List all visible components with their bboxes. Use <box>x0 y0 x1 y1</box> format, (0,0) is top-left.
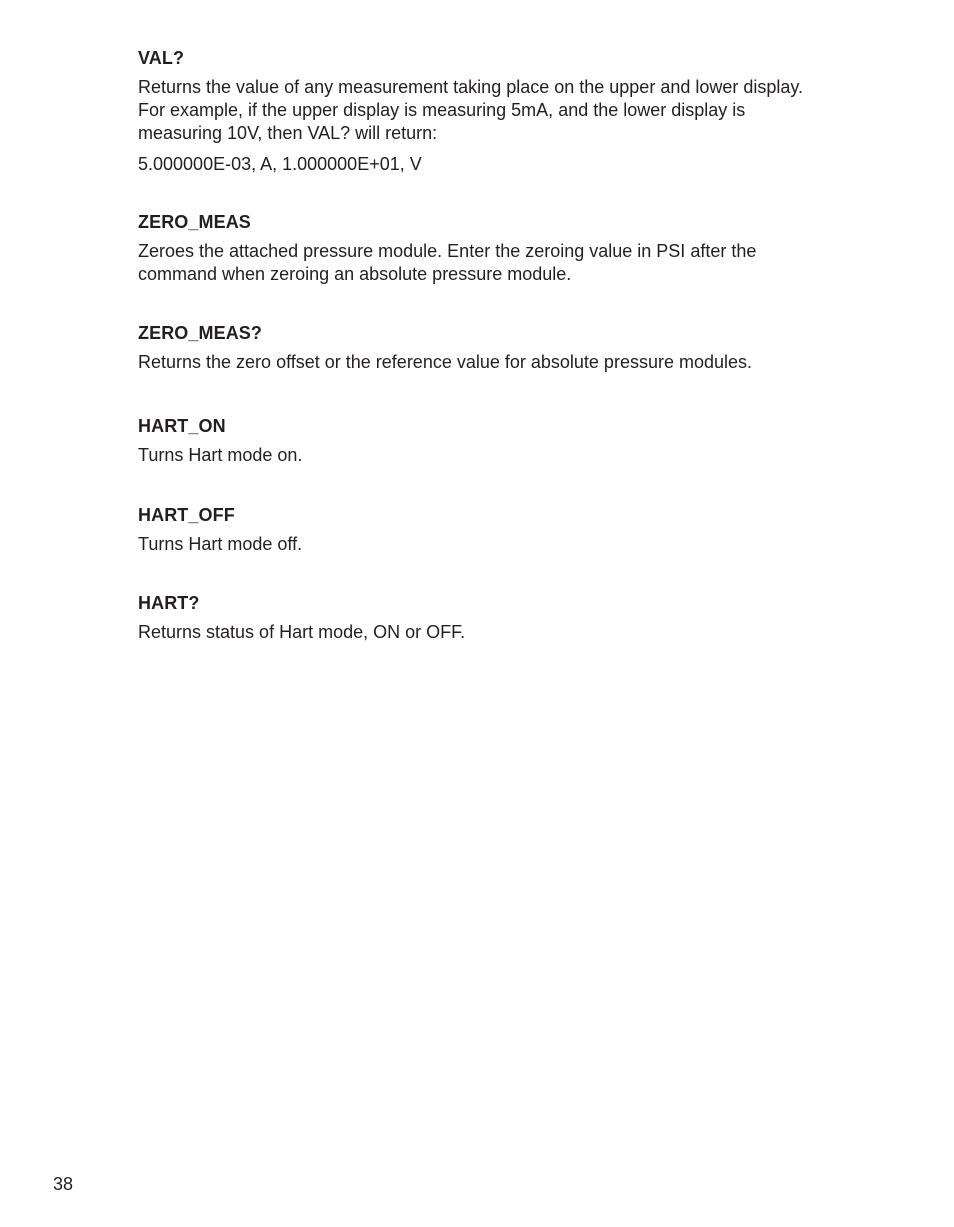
command-section-zero-meas <box>138 210 756 286</box>
command-description <box>138 533 302 556</box>
command-description <box>138 444 302 467</box>
command-heading: ZERO_MEAS? <box>138 323 263 343</box>
description-line: command when zeroing an absolute pressure module. <box>138 264 572 284</box>
command-heading: HART? <box>138 593 200 613</box>
command-example: 5.000000E-03, A, 1.000000E+01, V <box>138 154 422 174</box>
description-line: Zeroes the attached pressure module. Enter the zeroing value in PSI after the <box>138 241 757 261</box>
description-line: For example, if the upper display is measuring 5mA, and the lower display is <box>138 100 746 120</box>
description-line: Returns the value of any measurement taking place on the upper and lower display. <box>138 77 804 97</box>
description-line: measuring 10V, then VAL? will return: <box>138 123 438 143</box>
command-description <box>138 351 752 374</box>
command-section-zero-meas-query <box>138 321 752 374</box>
command-heading: HART_OFF <box>138 505 235 525</box>
command-heading: VAL? <box>138 48 185 68</box>
description-line: Turns Hart mode on. <box>138 445 303 465</box>
command-description <box>138 76 803 145</box>
command-heading: ZERO_MEAS <box>138 212 251 232</box>
page-number: 38 <box>53 1174 74 1194</box>
command-description <box>138 621 465 644</box>
command-section-hart-off <box>138 503 302 556</box>
description-line: Turns Hart mode off. <box>138 534 303 554</box>
command-section-val <box>138 46 803 176</box>
command-section-hart-on <box>138 414 302 467</box>
command-description <box>138 240 756 286</box>
command-heading: HART_ON <box>138 416 226 436</box>
description-line: Returns status of Hart mode, ON or OFF. <box>138 622 466 642</box>
command-section-hart-query <box>138 591 465 644</box>
description-line: Returns the zero offset or the reference value for absolute pressure modules. <box>138 352 753 372</box>
